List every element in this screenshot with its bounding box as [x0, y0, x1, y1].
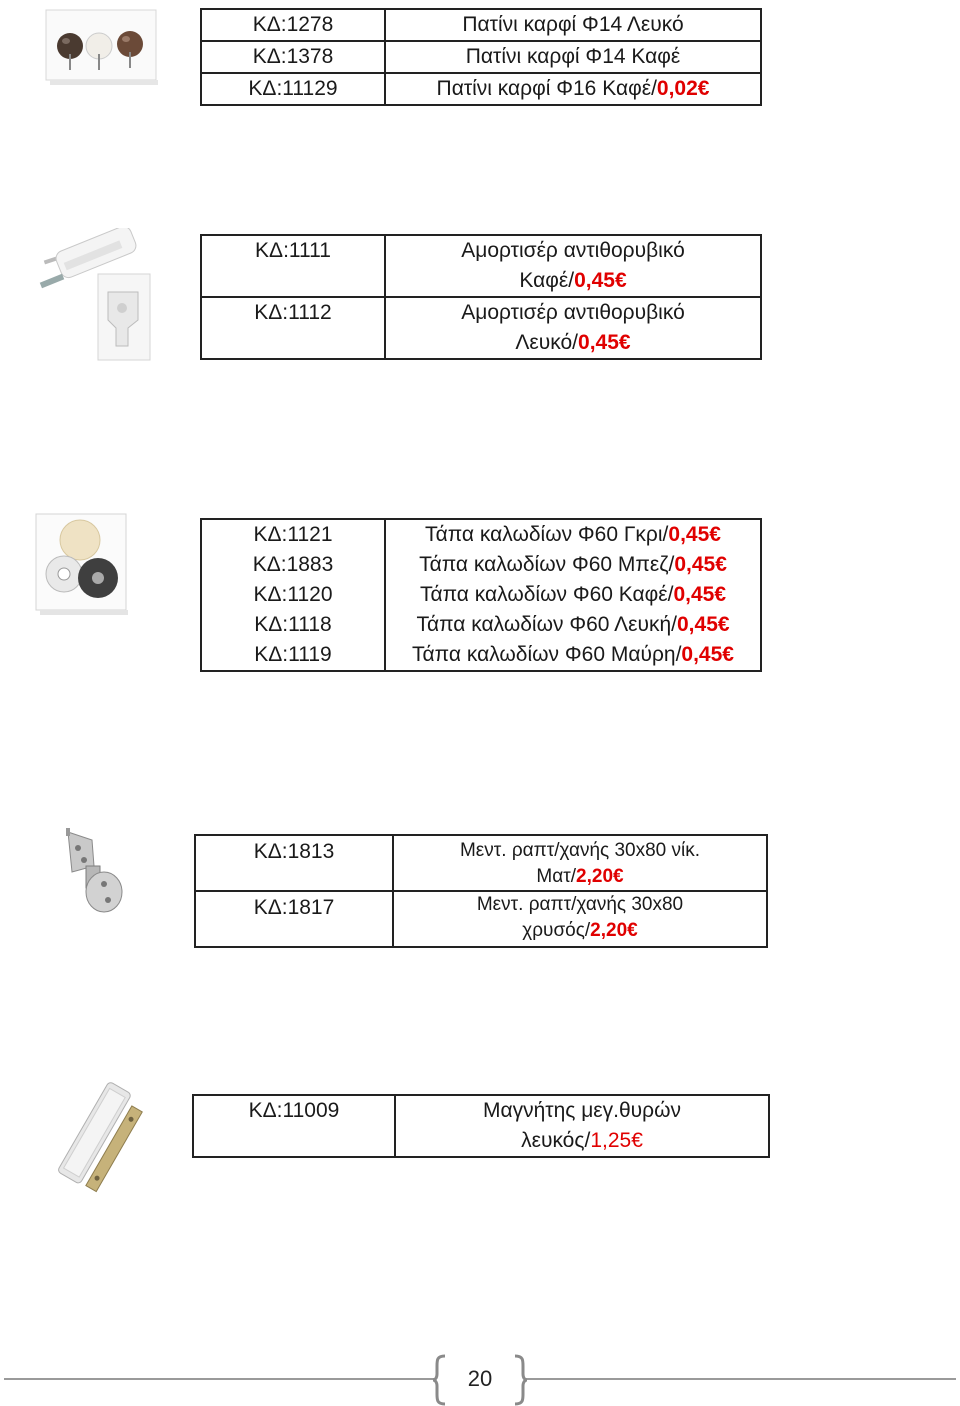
product-description-cell — [393, 835, 767, 891]
table-row — [201, 610, 761, 640]
product-description: Τάπα καλωδίων Φ60 Μαύρη/ — [412, 643, 682, 666]
table-row — [193, 1095, 769, 1157]
table-row — [201, 640, 761, 671]
product-description: Μεντ. ραπτ/χανής 30x80 — [476, 894, 684, 915]
product-color: Ματ/ — [536, 866, 577, 887]
table-row — [201, 73, 761, 105]
product-description-cell — [393, 891, 767, 947]
product-price: 2,20€ — [576, 866, 624, 887]
cable-grommet-caps-icon — [34, 512, 130, 616]
table-row — [201, 235, 761, 297]
product-code: ΚΔ:1111 — [201, 235, 385, 297]
product-description-cell — [385, 550, 761, 580]
product-price: 0,45€ — [677, 613, 730, 636]
product-code: ΚΔ:11129 — [201, 73, 385, 105]
product-description-cell — [385, 640, 761, 671]
product-price: 0,45€ — [681, 643, 734, 666]
product-code: ΚΔ:1118 — [201, 610, 385, 640]
product-price: 2,20€ — [590, 920, 638, 941]
door-damper-icon — [32, 228, 152, 364]
product-description: Μαγνήτης μεγ.θυρών — [482, 1099, 682, 1122]
page-number: 20 — [467, 1366, 493, 1391]
product-code: ΚΔ:11009 — [193, 1095, 395, 1157]
product-description: Αμορτισέρ αντιθορυβικό — [461, 239, 685, 262]
table-row — [201, 519, 761, 550]
product-price: 0,45€ — [574, 269, 627, 292]
product-code: ΚΔ:1817 — [195, 891, 393, 947]
product-color: Καφέ/ — [519, 269, 575, 292]
product-code: ΚΔ:1883 — [201, 550, 385, 580]
product-price: 1,25€ — [590, 1129, 643, 1152]
right-brace-icon — [512, 1354, 528, 1406]
product-description: Πατίνι καρφί Φ14 Καφέ — [385, 41, 761, 73]
product-color: λευκός/ — [521, 1129, 591, 1152]
table-row — [201, 41, 761, 73]
footer-rule-left — [4, 1378, 434, 1380]
product-description: Αμορτισέρ αντιθορυβικό — [461, 301, 685, 324]
product-description: Πατίνι καρφί Φ16 Καφέ/ — [436, 77, 657, 100]
table-row — [201, 580, 761, 610]
price-table-4 — [194, 834, 768, 948]
furniture-nail-caps-icon — [44, 8, 160, 86]
table-row — [201, 9, 761, 41]
product-description-cell — [385, 297, 761, 359]
product-price: 0,45€ — [673, 583, 727, 606]
product-price: 0,45€ — [578, 331, 631, 354]
product-code: ΚΔ:1378 — [201, 41, 385, 73]
product-description-cell — [385, 610, 761, 640]
product-code: ΚΔ:1121 — [201, 519, 385, 550]
product-description: Τάπα καλωδίων Φ60 Μπεζ/ — [419, 553, 675, 576]
product-description: Τάπα καλωδίων Φ60 Λευκή/ — [416, 613, 677, 636]
product-description: Μεντ. ραπτ/χανής 30x80 νίκ. — [459, 840, 701, 861]
product-code: ΚΔ:1813 — [195, 835, 393, 891]
table-row — [195, 835, 767, 891]
product-code: ΚΔ:1119 — [201, 640, 385, 671]
product-description: Πατίνι καρφί Φ14 Λευκό — [385, 9, 761, 41]
product-description-cell — [385, 519, 761, 550]
door-magnet-icon — [46, 1078, 146, 1194]
product-price: 0,45€ — [668, 523, 721, 546]
price-table-5 — [192, 1094, 770, 1158]
price-table-2 — [200, 234, 762, 360]
product-code: ΚΔ:1112 — [201, 297, 385, 359]
product-code: ΚΔ:1278 — [201, 9, 385, 41]
product-price: 0,02€ — [656, 77, 710, 100]
product-description-cell — [395, 1095, 769, 1157]
sewing-machine-hinge-icon — [58, 826, 128, 916]
price-table-3 — [200, 518, 762, 672]
table-row — [201, 297, 761, 359]
product-code: ΚΔ:1120 — [201, 580, 385, 610]
product-description-cell — [385, 235, 761, 297]
product-color: Λευκό/ — [515, 331, 579, 354]
product-description: Τάπα καλωδίων Φ60 Γκρι/ — [425, 523, 669, 546]
product-description-cell — [385, 73, 761, 105]
product-color: χρυσός/ — [522, 920, 591, 941]
product-description-cell — [385, 580, 761, 610]
table-row — [201, 550, 761, 580]
product-description: Τάπα καλωδίων Φ60 Καφέ/ — [419, 583, 674, 606]
price-table-1 — [200, 8, 762, 106]
footer-rule-right — [526, 1378, 956, 1380]
table-row — [195, 891, 767, 947]
product-price: 0,45€ — [674, 553, 727, 576]
